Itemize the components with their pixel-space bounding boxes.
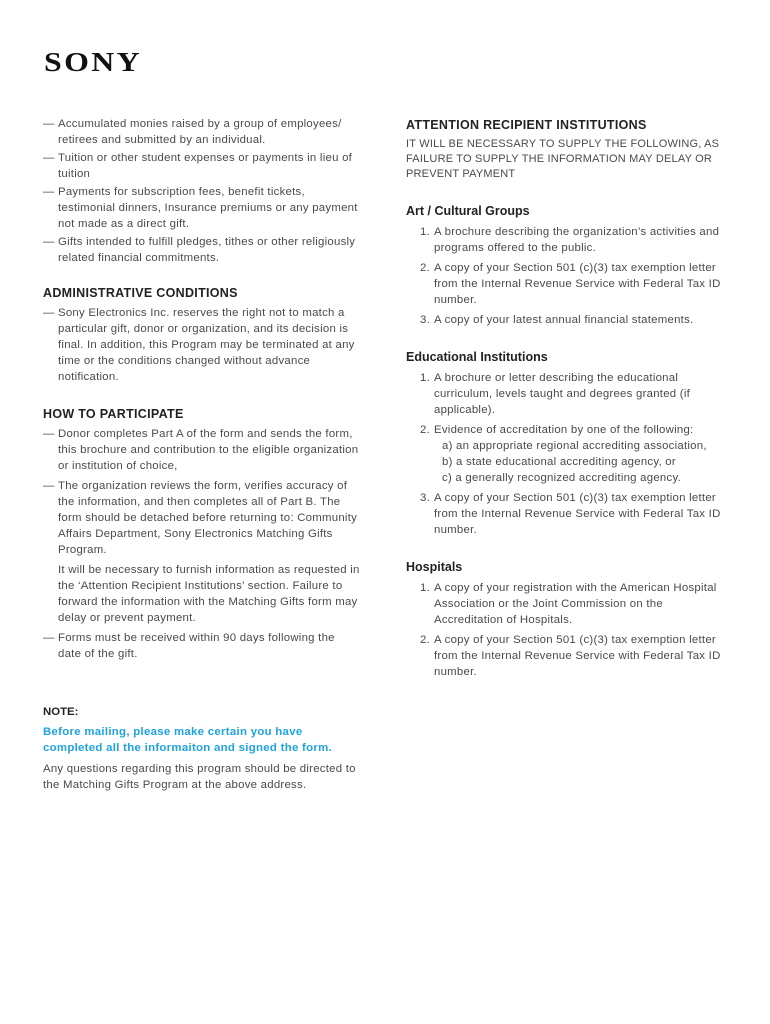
note-text: Any questions regarding this program should be directed to the Matching Gifts Program at the above address. [43,763,356,791]
participate-list-end [43,630,361,662]
list-item: — Accumulated monies raised by a group of employees/ retirees and submitted by an individual. [43,118,342,146]
left-column [43,116,361,793]
list-item-text: A brochure or letter describing the educational curriculum, levels taught and degrees granted (if applicable). [434,372,691,416]
list-item: — Gifts intended to fulfill pledges, tithes or other religiously related financial commitments. [43,236,356,264]
right-column [406,116,728,684]
sony-logo: SONY [44,47,142,77]
list-item: 1. A copy of your registration with the American Hospital Association or the Joint Commission on the Accreditation of Hospitals. [420,582,717,626]
educational-list [406,370,728,538]
attention-subtext: IT WILL BE NECESSARY TO SUPPLY THE FOLLOWING, AS FAILURE TO SUPPLY THE INFORMATION MAY DELAY OR PREVENT PAYMENT [406,138,720,180]
educational-heading: Educational Institutions [406,350,548,364]
note-highlight: Before mailing, please make certain you have completed all the informaiton and signed the form. [43,726,333,754]
list-item: 3. A copy of your latest annual financial statements. [420,314,694,326]
list-item: — Payments for subscription fees, benefit tickets, testimonial dinners, Insurance premiums or any payment not made as a direct gift. [43,186,358,230]
hospitals-heading: Hospitals [406,560,463,574]
hospitals-list [406,580,728,680]
list-item-text: Sony Electronics Inc. reserves the right not to match a particular gift, donor or organization, and its decision is final. In addition, this Program may be terminated at any time or the conditions changed without advance notification. [58,307,355,383]
list-item: 1. A brochure describing the organization’s activities and programs offered to the public. [420,226,720,254]
participate-list [43,426,361,558]
list-item-text: The organization reviews the form, verifies accuracy of the information, and then completes all of Part B. The form should be detached before returning to: Community Affairs Department, Sony Electronics Matching Gifts Program. [58,480,358,556]
art-groups-heading: Art / Cultural Groups [406,204,530,218]
sub-item: a) an appropriate regional accrediting association, [442,440,707,452]
note-heading: NOTE: [43,706,79,718]
list-item: — Donor completes Part A of the form and sends the form, this brochure and contribution to the eligible organization or institution of choice, [43,428,359,472]
list-item: 3. A copy of your Section 501 (c)(3) tax exemption letter from the Internal Revenue Service with Federal Tax ID number. [420,492,721,536]
list-item: — Forms must be received within 90 days following the date of the gift. [43,632,335,660]
list-item-text: Tuition or other student expenses or payments in lieu of tuition [58,152,353,180]
list-item-text: A copy of your Section 501 (c)(3) tax exemption letter from the Internal Revenue Service with Federal Tax ID number. [434,634,721,678]
exclusions-list [43,116,361,266]
list-item: — The organization reviews the form, verifies accuracy of the information, and then completes all of Part B. The form should be detached before returning to: Community Affairs Department, Sony Electronics Matching Gifts Program. [43,480,358,556]
list-item: 2. Evidence of accreditation by one of the following: a) an appropriate regional accrediting association, b) a state educational accrediting agency, or c) a generally recognized accrediting agency. [406,422,728,486]
list-item: — Tuition or other student expenses or payments in lieu of tuition [43,152,353,180]
list-item-text: Payments for subscription fees, benefit tickets, testimonial dinners, Insurance premiums or any payment not made as a direct gift. [58,186,358,230]
list-item-text: Evidence of accreditation by one of the following: [434,424,694,436]
admin-conditions-list [43,305,361,385]
attention-heading: ATTENTION RECIPIENT INSTITUTIONS [406,118,647,132]
list-item: 2. A copy of your Section 501 (c)(3) tax exemption letter from the Internal Revenue Service with Federal Tax ID number. [420,634,721,678]
sub-item: b) a state educational accrediting agency, or [442,456,676,468]
list-item: 1. A brochure or letter describing the educational curriculum, levels taught and degrees granted (if applicable). [420,372,691,416]
list-item-text: Accumulated monies raised by a group of employees/ retirees and submitted by an individual. [58,118,342,146]
list-item: 2. A copy of your Section 501 (c)(3) tax exemption letter from the Internal Revenue Service with Federal Tax ID number. [420,262,721,306]
list-item: — Sony Electronics Inc. reserves the right not to match a particular gift, donor or organization, and its decision is final. In addition, this Program may be terminated at any time or the conditions changed without advance notification. [43,307,355,383]
list-item-text: A copy of your Section 501 (c)(3) tax exemption letter from the Internal Revenue Service with Federal Tax ID number. [434,262,721,306]
list-item-text: Gifts intended to fulfill pledges, tithes or other religiously related financial commitments. [58,236,356,264]
list-item-text: A copy of your latest annual financial statements. [434,314,694,326]
list-item-text: Forms must be received within 90 days following the date of the gift. [58,632,335,660]
note-section [43,706,361,793]
list-item-text: Donor completes Part A of the form and sends the form, this brochure and contribution to the eligible organization or institution of choice, [58,428,359,472]
admin-conditions-heading: ADMINISTRATIVE CONDITIONS [43,286,238,300]
how-to-participate-heading: HOW TO PARTICIPATE [43,407,184,421]
participate-paragraph: It will be necessary to furnish information as requested in the ‘Attention Recipient Institutions’ section. Failure to forward the information with the Matching Gifts form may delay or prevent payment. [58,564,360,624]
list-item-text: A brochure describing the organization’s activities and programs offered to the public. [434,226,720,254]
list-item-text: A copy of your Section 501 (c)(3) tax exemption letter from the Internal Revenue Service with Federal Tax ID number. [434,492,721,536]
sub-item: c) a generally recognized accrediting agency. [442,472,681,484]
art-groups-list [406,224,728,328]
list-item-text: A copy of your registration with the American Hospital Association or the Joint Commission on the Accreditation of Hospitals. [434,582,717,626]
